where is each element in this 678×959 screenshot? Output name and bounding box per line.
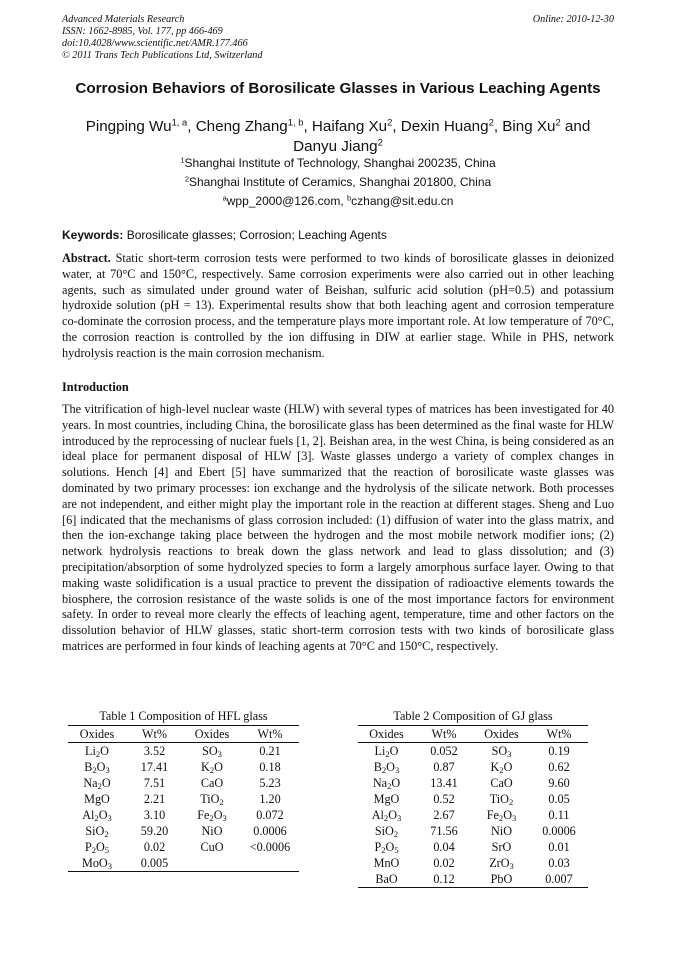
oxide-cell [473,871,530,888]
wt-cell [241,855,299,872]
oxide-formula-part: 3 [107,812,112,823]
oxide-cell [473,775,530,791]
oxide-formula-part: 2 [91,844,96,855]
oxide-formula-part: Al [371,807,384,822]
oxide-cell [473,823,530,839]
oxide-formula-part: 2 [385,748,390,759]
wt-cell: 0.11 [548,807,570,822]
wt-cell: 0.52 [433,791,455,806]
affiliation-1 [62,156,614,170]
oxide-cell [358,791,415,807]
table-2-col-oxides-1: Oxides [358,726,415,743]
affiliation-2 [62,175,614,189]
oxide-cell [68,855,126,872]
oxide-formula-part: O [98,807,108,822]
email-b[interactable]: czhang@sit.edu.cn [351,194,454,208]
oxide-cell [358,759,415,775]
oxide-cell [183,791,241,807]
wt-cell: 0.21 [259,743,281,758]
oxide-formula-part: SiO [85,823,105,838]
oxide-formula-part: 2 [95,748,101,759]
wt-cell: 0.02 [433,855,455,870]
oxide-formula-part: 3 [509,860,514,871]
oxide-cell [473,759,530,775]
oxide-formula-part: 2 [97,780,102,791]
oxide-formula-part: O [95,839,105,854]
oxide-formula-part: O [213,807,223,822]
wt-cell: 71.56 [430,823,458,838]
table-row [358,855,588,871]
oxide-cell [358,855,415,871]
oxide-formula-part: ZrO [489,855,510,870]
wt-cell: 0.19 [548,743,570,758]
oxide-cell [473,791,530,807]
table-1-col-oxides-2: Oxides [183,726,241,743]
oxide-formula-part: SO [491,743,508,758]
author-affiliation-sup: 2 [377,136,383,148]
author-name: Danyu Jiang [293,138,378,155]
affiliation-2-text: Shanghai Institute of Ceramics, Shanghai 201800, China [188,175,492,189]
wt-cell: 3.10 [143,807,166,822]
author-name: Bing Xu [502,118,556,135]
table-2-caption: Table 2 Composition of GJ glass [393,709,553,723]
paper-title: Corrosion Behaviors of Borosilicate Glasses in Various Leaching Agents [75,80,601,97]
oxide-formula-part: Na [372,775,388,790]
author-affiliation-sup: 2 [488,116,494,128]
oxide-formula-part: Na [83,775,98,790]
oxide-formula-part: 3 [512,812,517,823]
wt-cell: 0.007 [530,871,588,888]
oxide-formula-part: O [386,759,395,774]
keywords [62,228,614,242]
oxide-cell [358,775,415,791]
oxide-formula-part: Li [374,743,386,758]
introduction-heading: Introduction [62,380,129,394]
oxide-formula-part: BaO [375,871,398,886]
table-row [68,807,299,823]
oxide-cell [183,775,241,791]
keywords-label: Keywords: [62,228,124,242]
table-row [68,791,299,807]
oxide-formula-part: 3 [105,764,110,775]
wt-cell: 0.072 [256,807,284,822]
oxide-formula-part: Al [82,807,95,822]
oxide-formula-part: Li [85,743,96,758]
affiliation-2-sup: 2 [184,174,189,184]
oxide-formula-part: MnO [373,855,400,870]
oxide-formula-part: O [388,807,397,822]
oxide-formula-part: SrO [491,839,512,854]
author-affiliation-sup: 1, b [287,116,304,128]
author-separator: , [187,118,196,135]
oxide-formula-part: 2 [94,812,99,823]
table-2 [358,709,588,888]
oxide-cell [183,855,241,872]
oxide-formula-part: 5 [394,844,399,855]
author-separator: and [560,118,591,135]
doi-line: doi:10.4028/www.scientific.net/AMR.177.466 [62,38,248,49]
oxide-cell [68,791,126,807]
wt-cell: 0.12 [415,871,473,888]
oxide-formula-part: 2 [498,812,504,823]
oxide-formula-part: 2 [209,764,215,775]
oxide-formula-part: O [96,759,106,774]
oxide-formula-part: O [385,839,395,854]
email-b-sup: b [347,193,352,203]
wt-cell: 9.60 [548,775,570,790]
table-row [68,775,299,791]
oxide-formula-part: MgO [373,791,400,806]
oxide-formula-part: K [201,759,210,774]
journal-name: Advanced Materials Research [62,14,185,25]
oxide-cell [358,807,415,823]
oxide-formula-part: Fe [197,807,210,822]
wt-cell: 0.0006 [253,823,287,838]
introduction-text: The vitrification of high-level nuclear waste (HLW) with several types of matrices has been investigated for 40 years. In most countries, including China, the borosilicate glass has been determined as the final waste for HLW introduced by the reprocessing of nuclear fuels [1, 2]. Beishan area, in the west China, is being considered as an ideal place for permanent disposal of HLW [3]. Waste glasses undergo a variety of complex changes in solutions. Hench [4] and Ebert [5] have summarized that the reaction of borosilicate waste glasses was dominated by two primary processes: ion exchange and the hydrolysis of the silicate network. Both processes are not independent, and either might play the important role in the reaction at different stages. Sheng and Luo [6] indicated that the mechanisms of glass corrosion included: (1) diffusion of water into the glass matrix, and then the ion-exchange taking place between the hydrogen and the most mobile network modifier ions; (2) network hydrolysis reactions to break down the glass network and lead to glass dissolution; and (3) precipitation/absorption of some hydrolyzed species to form a largely amorphous surface layer. Owing to that making waste solidification is a usual practice to prevent the dissipation of radioactive elements towards the biosphere, the corrosion resistance of the waste solids is one of the most importance factors for environment safety. In order to reveal more clearly the effects of leaching agent, temperature, time and other factors on the dissolution behavior of HLW glasses, static short-term corrosion tests with two kinds of borosilicate glass matrices are performed in four kinds of leaching agents at 70°C and 150°C, respectively. [62,402,614,653]
online-date: Online: 2010-12-30 [532,14,614,25]
wt-cell: 0.005 [126,855,183,872]
wt-cell: 0.87 [433,759,455,774]
wt-cell: 13.41 [430,775,458,790]
oxide-cell [183,823,241,839]
wt-cell: <0.0006 [249,839,291,854]
oxide-formula-part: 3 [507,748,512,759]
abstract-label: Abstract. [62,251,111,265]
oxide-formula-part: 5 [104,844,110,855]
wt-cell: 59.20 [140,823,169,838]
oxide-cell [358,743,415,760]
oxide-formula-part: 3 [107,860,112,871]
table-1-col-wt-1: Wt% [126,726,183,743]
oxide-formula-part: B [84,759,93,774]
author-emails [62,194,614,208]
table-row [68,759,299,775]
oxide-formula-part: O [503,807,512,822]
oxide-formula-part: O [100,743,109,758]
oxide-formula-part: O [214,759,223,774]
table-row [358,759,588,775]
oxide-formula-part: 2 [104,828,109,839]
oxide-formula-part: 2 [387,780,392,791]
oxide-cell [473,743,530,760]
oxide-cell [473,807,530,823]
page-header [62,14,614,62]
table-1-col-oxides-1: Oxides [68,726,126,743]
oxide-formula-part: CuO [200,839,224,854]
email-a[interactable]: wpp_2000@126.com, [226,194,347,208]
oxide-formula-part: 3 [222,812,227,823]
wt-cell: 0.18 [259,759,281,774]
oxide-formula-part: PbO [490,871,513,886]
wt-cell: 0.04 [433,839,455,854]
table-row [358,791,588,807]
table-row [68,839,299,855]
table-row [358,823,588,839]
wt-cell: 0.052 [430,743,458,758]
oxide-cell [358,823,415,839]
keywords-text: Borosilicate glasses; Corrosion; Leaching Agents [126,228,387,242]
wt-cell: 2.21 [143,791,166,806]
wt-cell: 5.23 [259,775,281,790]
wt-cell: 0.05 [548,791,570,806]
oxide-formula-part: 2 [499,764,504,775]
oxide-formula-part: 2 [381,764,387,775]
oxide-cell [183,759,241,775]
oxide-formula-part: NiO [201,823,223,838]
wt-cell: 0.03 [548,855,570,870]
affiliation-1-text: Shanghai Institute of Technology, Shanghai 200235, China [184,156,496,170]
table-row [358,775,588,791]
table-1 [68,709,299,872]
oxide-formula-part: CaO [490,775,513,790]
oxide-formula-part: 2 [219,796,224,807]
wt-cell: 2.67 [433,807,455,822]
oxide-formula-part: 2 [209,812,214,823]
oxide-cell [473,839,530,855]
oxide-cell [68,743,126,760]
table-2-col-wt-1: Wt% [415,726,473,743]
table-2-col-oxides-2: Oxides [473,726,530,743]
oxide-formula-part: P [84,839,92,854]
wt-cell: 0.01 [548,839,570,854]
oxide-formula-part: 2 [381,844,386,855]
table-row [358,839,588,855]
oxide-formula-part: MgO [84,791,110,806]
table-1-col-wt-2: Wt% [241,726,299,743]
oxide-formula-part: SO [202,743,218,758]
oxide-formula-part: NiO [491,823,512,838]
wt-cell: 7.51 [143,775,166,790]
oxide-cell [358,871,415,888]
oxide-formula-part: TiO [489,791,509,806]
author-name: Pingping Wu [85,118,172,135]
oxide-formula-part: B [373,759,382,774]
oxide-formula-part: 3 [397,812,402,823]
table-2-header-row [358,726,588,743]
author-affiliation-sup: 1, a [171,116,188,128]
wt-cell: 17.41 [140,759,169,774]
table-row [358,743,588,760]
wt-cell: 1.20 [259,791,281,806]
oxide-formula-part: O [503,759,513,774]
copyright-line: © 2011 Trans Tech Publications Ltd, Switzerland [62,50,263,61]
abstract-text: Static short-term corrosion tests were performed to two kinds of borosilicate glasses in deionized water, at 70°C and 150°C, respectively. Same corrosion experiments were also carried out in other leaching agents, such as simulated under ground water of Beishan, sulfuric acid solution (pH=0.5) and potassium hydroxide solution (pH = 13). Experimental results show that both leaching agent and corrosion temperature co-dominate the corrosion process, and the temperature plays more important role. At low temperature of 70°C, the corrosion reaction is controlled by the ion diffusing in DIW at earlier stage. While in PHS, network hydrolysis reaction is the main corrosion mechanism. [62,251,614,360]
oxide-formula-part: 2 [393,828,399,839]
issn-line: ISSN: 1662-8985, Vol. 177, pp 466-469 [62,26,223,37]
oxide-formula-part: 2 [508,796,514,807]
oxide-cell [358,839,415,855]
table-row [68,855,299,872]
oxide-formula-part: CaO [200,775,224,790]
oxide-formula-part: SiO [374,823,394,838]
table-2-col-wt-2: Wt% [530,726,588,743]
oxide-cell [68,775,126,791]
oxide-formula-part: O [389,743,399,758]
table-1-header-row [68,726,299,743]
author-separator: , [303,118,312,135]
author-separator: , [392,118,401,135]
wt-cell: 0.62 [548,759,570,774]
oxide-formula-part: O [101,775,111,790]
author-name: Haifang Xu [311,118,388,135]
oxide-formula-part: Fe [486,807,499,822]
oxide-cell [68,759,126,775]
email-a-sup: a [222,193,227,203]
oxide-formula-part: 3 [394,764,400,775]
abstract [62,251,614,362]
oxide-cell [183,743,241,760]
wt-cell: 3.52 [143,743,166,758]
table-row [68,743,299,760]
affiliation-1-sup: 1 [180,155,185,165]
oxide-formula-part: P [374,839,382,854]
author-separator: , [493,118,503,135]
table-row [358,871,588,888]
oxide-cell [473,855,530,871]
oxide-formula-part: K [490,759,500,774]
oxide-formula-part: 2 [92,764,97,775]
author-affiliation-sup: 2 [555,116,561,128]
author-list [62,117,614,157]
oxide-cell [68,807,126,823]
wt-cell: 0.0006 [542,823,576,838]
oxide-formula-part: 2 [383,812,389,823]
table-1-caption: Table 1 Composition of HFL glass [99,709,268,723]
oxide-formula-part: O [391,775,401,790]
author-name: Dexin Huang [400,118,489,135]
oxide-cell [68,839,126,855]
author-name: Cheng Zhang [195,118,288,135]
oxide-cell [183,839,241,855]
oxide-formula-part: MoO [82,855,108,870]
oxide-cell [183,807,241,823]
oxide-cell [68,823,126,839]
wt-cell: 0.02 [143,839,166,854]
oxide-formula-part: 3 [217,748,222,759]
author-affiliation-sup: 2 [387,116,393,128]
table-row [68,823,299,839]
table-row [358,807,588,823]
oxide-formula-part: TiO [200,791,220,806]
